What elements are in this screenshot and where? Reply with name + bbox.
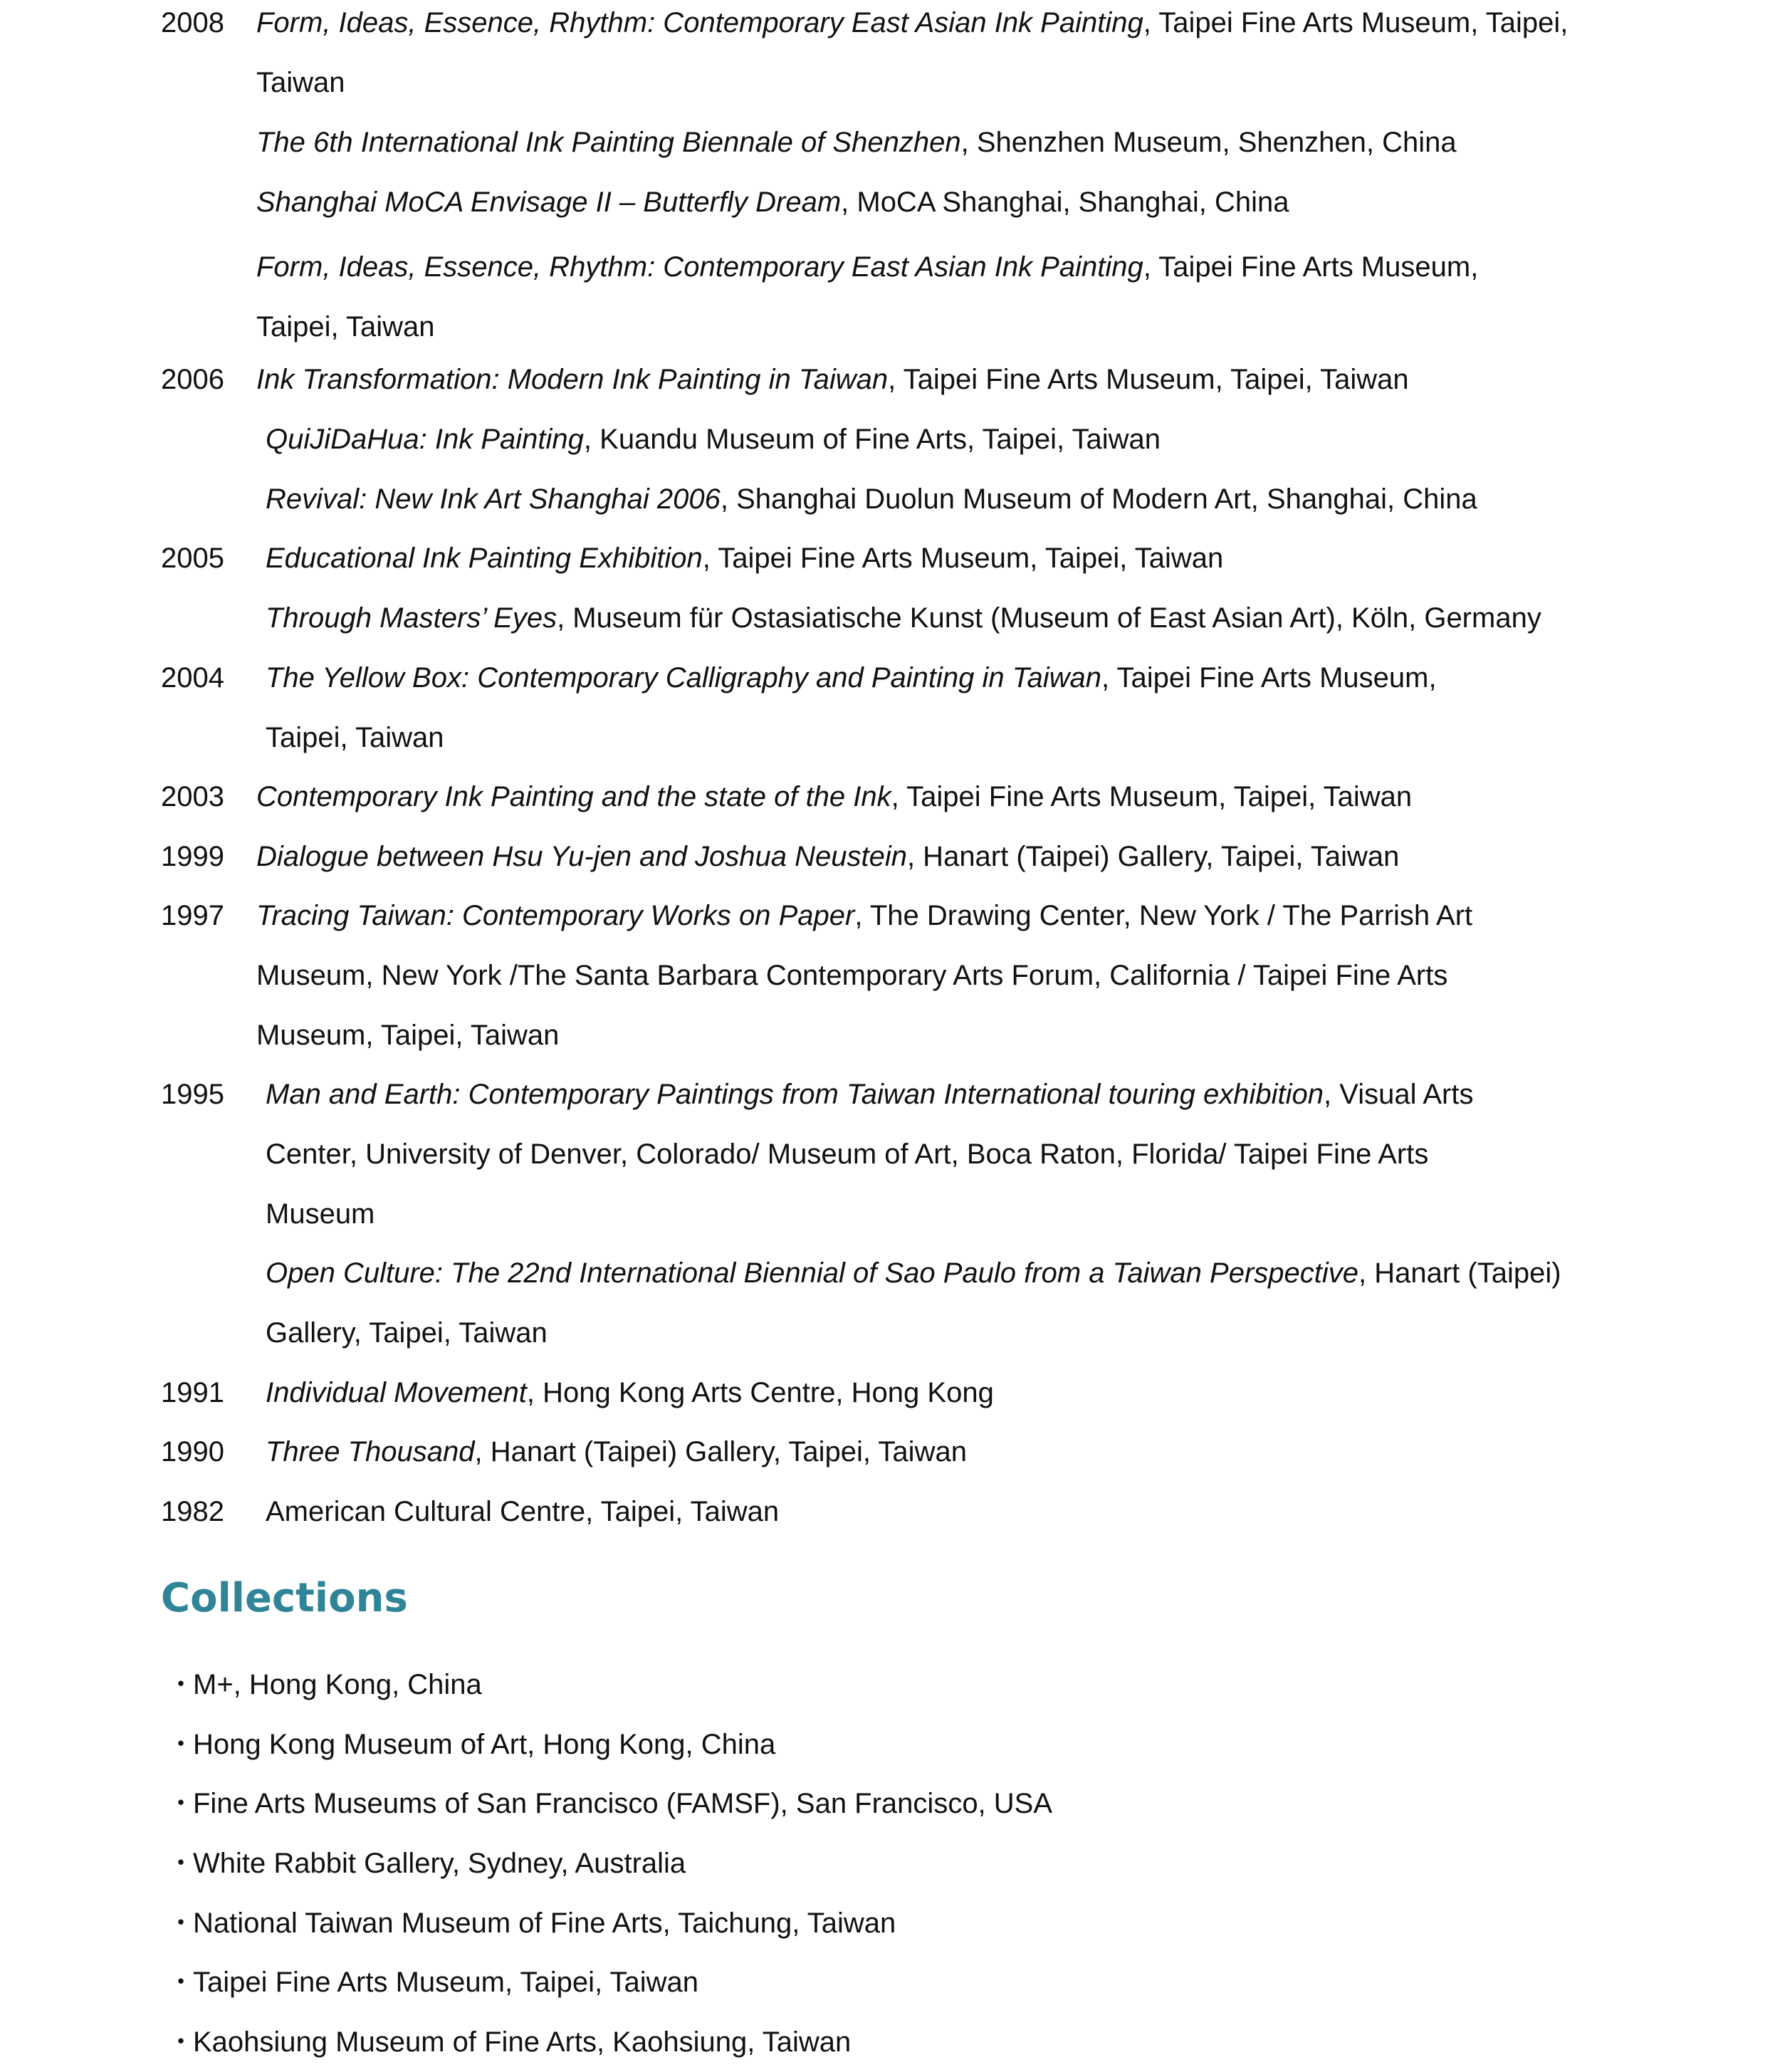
exhibition-entry-continued: Gallery, Taipei, Taiwan: [266, 1317, 548, 1349]
exhibition-entry: [256, 113, 1457, 172]
exhibition-entry-continued: Center, University of Denver, Colorado/ Museum of Art, Boca Raton, Florida/ Taipei Fine Arts: [266, 1139, 1429, 1170]
bullet-marker: ・: [167, 1908, 195, 1939]
exhibition-entry: [266, 648, 1437, 708]
exhibition-title: The Yellow Box: Contemporary Calligraphy and Painting in Taiwan: [266, 662, 1102, 694]
exhibition-entry: [266, 1064, 1473, 1124]
year-label: 2006: [161, 364, 224, 395]
exhibition-venue: , The Drawing Center, New York / The Parrish Art: [854, 900, 1473, 931]
year-label: 1990: [161, 1436, 224, 1467]
exhibition-entry: [256, 886, 1472, 946]
year-label: 2003: [161, 781, 224, 812]
exhibition-title: Form, Ideas, Essence, Rhythm: Contemporary East Asian Ink Painting: [256, 7, 1143, 38]
exhibition-title: Revival: New Ink Art Shanghai 2006: [266, 483, 721, 515]
exhibition-entry: [266, 1422, 967, 1482]
exhibition-title: Contemporary Ink Painting and the state of the Ink: [256, 781, 891, 812]
bullet-marker: ・: [167, 1788, 195, 1819]
collection-item: Kaohsiung Museum of Fine Arts, Kaohsiung, Taiwan: [193, 2026, 852, 2058]
exhibition-entry: [256, 767, 1412, 827]
year-label: 1997: [161, 900, 224, 931]
exhibition-entry: [256, 172, 1289, 232]
exhibition-venue: , Hanart (Taipei) Gallery, Taipei, Taiwan: [906, 841, 1400, 872]
exhibition-entry-continued: Taipei, Taiwan: [266, 722, 444, 753]
exhibition-entry: [266, 1243, 1561, 1303]
exhibition-entry: [266, 469, 1477, 529]
exhibition-venue: , Taipei Fine Arts Museum, Taipei, Taiwan: [702, 543, 1224, 574]
bullet-marker: ・: [167, 1729, 195, 1760]
bullet-marker: ・: [167, 1967, 195, 1998]
exhibition-entry: [266, 1363, 994, 1423]
bullet-marker: ・: [167, 1848, 195, 1879]
year-label: 1982: [161, 1496, 224, 1527]
collections-heading: Collections: [161, 1575, 408, 1621]
exhibition-venue: , Shanghai Duolun Museum of Modern Art, Shanghai, China: [720, 483, 1477, 515]
exhibition-entry-continued: Taiwan: [256, 67, 345, 98]
year-label: 1999: [161, 841, 224, 872]
year-label: 2008: [161, 7, 224, 38]
collection-item: Fine Arts Museums of San Francisco (FAMSF), San Francisco, USA: [193, 1788, 1053, 1819]
exhibition-title: Through Masters’ Eyes: [266, 602, 557, 634]
collection-item: Taipei Fine Arts Museum, Taipei, Taiwan: [193, 1967, 698, 1998]
exhibition-venue: , Kuandu Museum of Fine Arts, Taipei, Taiwan: [583, 424, 1161, 455]
exhibition-title: The 6th International Ink Painting Biennale of Shenzhen: [256, 127, 961, 158]
exhibition-venue: , Hanart (Taipei) Gallery, Taipei, Taiwan: [474, 1436, 967, 1467]
exhibition-entry: [256, 237, 1478, 297]
exhibition-entry: [266, 409, 1161, 469]
exhibition-title: Individual Movement: [266, 1377, 527, 1408]
exhibition-venue: , Hong Kong Arts Centre, Hong Kong: [526, 1377, 994, 1408]
exhibition-entry-continued: Museum, Taipei, Taiwan: [256, 1020, 560, 1051]
exhibition-entry-continued: Museum: [266, 1198, 375, 1230]
exhibition-title: Three Thousand: [266, 1436, 475, 1467]
exhibition-title: QuiJiDaHua: Ink Painting: [266, 424, 584, 455]
collection-item: White Rabbit Gallery, Sydney, Australia: [193, 1848, 686, 1879]
exhibition-entry: [256, 350, 1409, 409]
exhibition-venue: , Taipei Fine Arts Museum, Taipei, Taiwan: [888, 364, 1409, 395]
exhibition-title: Form, Ideas, Essence, Rhythm: Contemporary East Asian Ink Painting: [256, 251, 1143, 283]
exhibition-venue: , Taipei Fine Arts Museum,: [1143, 251, 1479, 283]
collection-item: Hong Kong Museum of Art, Hong Kong, China: [193, 1729, 776, 1760]
exhibition-venue: , Shenzhen Museum, Shenzhen, China: [960, 127, 1457, 158]
exhibition-title: Man and Earth: Contemporary Paintings from Taiwan International touring exhibition: [266, 1079, 1324, 1110]
exhibition-venue: American Cultural Centre, Taipei, Taiwan: [266, 1496, 780, 1527]
bullet-marker: ・: [167, 2026, 195, 2058]
exhibition-title: Dialogue between Hsu Yu-jen and Joshua Neustein: [256, 841, 907, 872]
year-label: 2004: [161, 662, 224, 694]
exhibition-entry-continued: Museum, New York /The Santa Barbara Contemporary Arts Forum, California / Taipei Fine Arts: [256, 960, 1448, 991]
exhibition-title: Ink Transformation: Modern Ink Painting in Taiwan: [256, 364, 889, 395]
exhibition-venue: , Taipei Fine Arts Museum, Taipei, Taiwan: [891, 781, 1413, 812]
exhibition-venue: , MoCA Shanghai, Shanghai, China: [841, 187, 1289, 218]
year-label: 1995: [161, 1079, 224, 1110]
year-label: 2005: [161, 543, 224, 574]
exhibition-entry: [266, 588, 1541, 648]
exhibition-title: Shanghai MoCA Envisage II – Butterfly Dream: [256, 187, 842, 218]
exhibition-venue: , Taipei Fine Arts Museum, Taipei,: [1143, 7, 1568, 38]
exhibition-entry: [266, 1482, 779, 1542]
year-label: 1991: [161, 1377, 224, 1408]
exhibition-entry: [256, 0, 1568, 53]
exhibition-entry-continued: Taipei, Taiwan: [256, 311, 435, 342]
exhibition-venue: , Taipei Fine Arts Museum,: [1101, 662, 1437, 694]
exhibition-venue: , Hanart (Taipei): [1358, 1257, 1561, 1289]
exhibition-title: Open Culture: The 22nd International Biennial of Sao Paulo from a Taiwan Perspective: [266, 1257, 1358, 1289]
exhibition-venue: , Visual Arts: [1324, 1079, 1474, 1110]
exhibition-venue: , Museum für Ostasiatische Kunst (Museum of East Asian Art), Köln, Germany: [557, 602, 1541, 634]
exhibition-entry: [266, 528, 1223, 588]
exhibition-title: Tracing Taiwan: Contemporary Works on Paper: [256, 900, 855, 931]
collection-item: M+, Hong Kong, China: [193, 1669, 482, 1700]
bullet-marker: ・: [167, 1669, 195, 1700]
exhibition-entry: [256, 827, 1399, 886]
collection-item: National Taiwan Museum of Fine Arts, Taichung, Taiwan: [193, 1908, 896, 1939]
exhibition-title: Educational Ink Painting Exhibition: [266, 543, 703, 574]
